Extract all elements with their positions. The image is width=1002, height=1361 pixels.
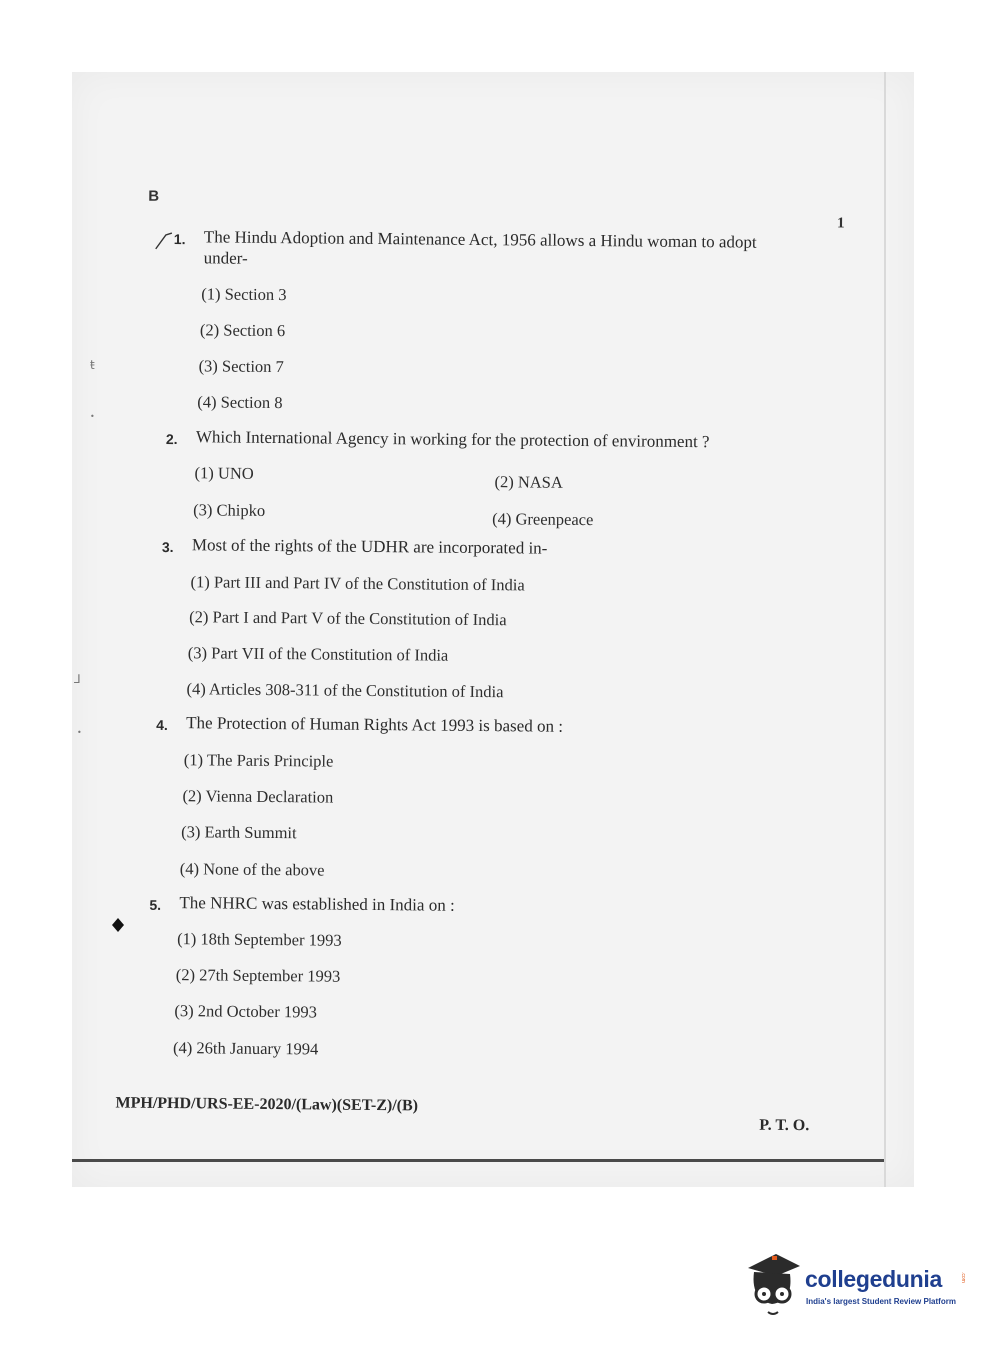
option-1-4: (4) Section 8 [197, 392, 283, 413]
question-text: The Protection of Human Rights Act 1993 is based on : [186, 713, 564, 736]
option-1-3: (3) Section 7 [198, 356, 284, 377]
option-4-1: (1) The Paris Principle [183, 750, 334, 771]
set-letter: B [148, 187, 160, 205]
collegedunia-watermark [742, 1246, 972, 1322]
brand-name: collegedunia [805, 1266, 942, 1292]
question-text: Most of the rights of the UDHR are incorporated in- [191, 535, 548, 558]
option-1-1: (1) Section 3 [201, 284, 287, 305]
option-5-3: (3) 2nd October 1993 [174, 1001, 318, 1022]
mascot-logo-icon [742, 1250, 804, 1320]
option-4-4: (4) None of the above [179, 859, 325, 880]
option-3-4: (4) Articles 308-311 of the Constitution of India [186, 679, 504, 702]
scan-speck: • [90, 412, 95, 421]
option-5-2: (2) 27th September 1993 [175, 965, 341, 986]
option-1-2: (2) Section 6 [199, 320, 286, 341]
option-5-1: (1) 18th September 1993 [177, 929, 342, 950]
question-text: The Hindu Adoption and Maintenance Act, 1956 allows a Hindu woman to adopt [203, 227, 757, 252]
option-3-2: (2) Part I and Part V of the Constitution of India [189, 607, 507, 630]
pen-tick-mark-icon [154, 229, 176, 251]
please-turn-over: P. T. O. [759, 1116, 810, 1135]
question-text-continued: under- [203, 248, 248, 268]
option-4-3: (3) Earth Summit [181, 822, 297, 843]
question-number: 5. [149, 896, 162, 913]
option-2-4: (4) Greenpeace [492, 509, 594, 530]
question-number: 2. [165, 430, 178, 448]
option-2-1: (1) UNO [194, 463, 254, 483]
option-3-1: (1) Part III and Part IV of the Constitution of India [190, 572, 525, 595]
option-3-3: (3) Part VII of the Constitution of India [187, 643, 449, 665]
question-number: 4. [156, 716, 168, 734]
paper-code: MPH/PHD/URS-EE-2020/(Law)(SET-Z)/(B) [115, 1094, 419, 1115]
scan-speck: ŧ [90, 358, 95, 372]
option-4-2: (2) Vienna Declaration [182, 786, 334, 807]
brand-tagline: India's largest Student Review Platform [806, 1297, 956, 1306]
ink-blot-icon [112, 918, 124, 932]
brand-suffix: .com [960, 1272, 966, 1283]
option-5-4: (4) 26th January 1994 [172, 1038, 319, 1059]
question-text: The NHRC was established in India on : [179, 893, 455, 915]
question-number: 1. [173, 231, 186, 248]
question-text: Which International Agency in working for the protection of environment ? [195, 427, 710, 452]
scan-speck: ⅃ [74, 672, 81, 686]
question-number: 3. [161, 538, 174, 556]
option-2-2: (2) NASA [494, 472, 563, 492]
option-2-3: (3) Chipko [193, 500, 266, 520]
scan-speck: • [77, 728, 82, 737]
page-number: 1 [836, 215, 845, 232]
